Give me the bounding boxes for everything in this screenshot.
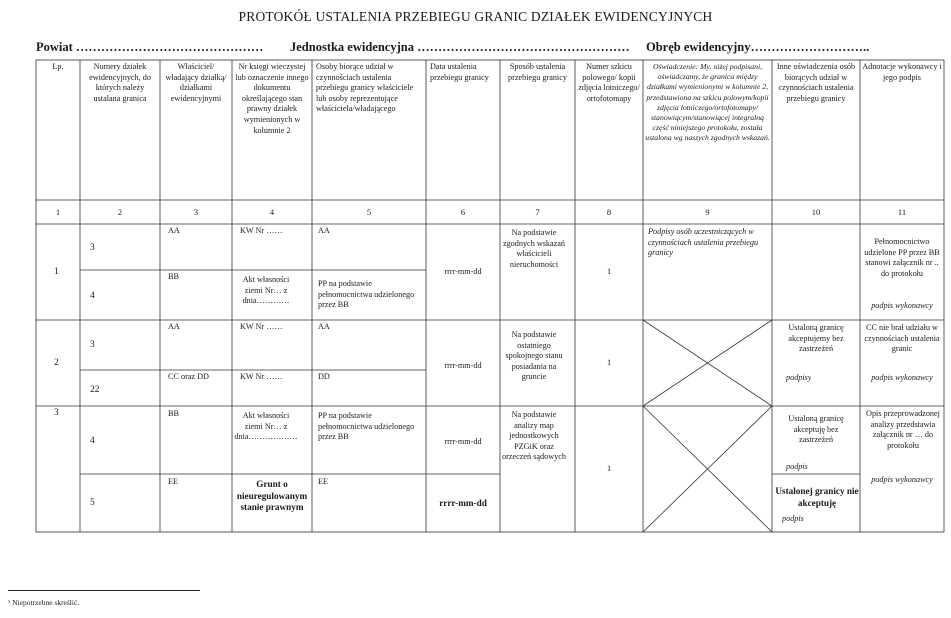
row3-parcel-b: 5 [90,498,95,508]
row2-other-statement: Ustaloną granicę akceptujemy bez zastrzeżeń [788,323,844,354]
col-number-9: 9 [705,207,710,217]
footnote-separator [8,590,200,591]
row2-method: Na podstawie ostatniego spokojnego stanu posiadania na gruncie [505,330,563,382]
row3-kw-b: Grunt o nieuregulowanym stanie prawnym [236,479,308,512]
col-header-method: Sposób ustalenia przebiegu granicy [508,62,567,82]
col-number-6: 6 [460,207,466,217]
row1-parcel-b: 4 [90,291,95,301]
col-header-other-statements: Inne oświadczenia osób biorących udział w czynnościach ustalenia przebiegu granicy [776,62,856,103]
row3-other-statement-b: Ustalonej granicy nie akceptuję [775,486,859,508]
col-number-1: 1 [55,207,61,217]
row3-other-signature-a: podpis [786,462,808,471]
col-header-participants: Osoby biorące udział w czynnościach ustalenia przebiegu granicy właściciele lub osoby reprezentujące właściciela/władającego [316,62,414,114]
row2-kw-a: KW Nr …… [240,322,283,331]
row2-owner-a: AA [168,322,180,331]
row2-person-b: DD [318,372,330,381]
col-number-4: 4 [269,207,275,217]
col-number-7: 7 [535,207,540,217]
col-number-5: 5 [366,207,372,217]
row1-sketch-number: 1 [606,267,612,276]
powiat-field: Powiat ……………………………………… [36,40,264,54]
row3-date-a: rrrr-mm-dd [444,437,482,446]
row3-parcel-a: 4 [90,436,95,446]
col-number-8: 8 [606,207,612,217]
obreb-field: Obręb ewidencyjny……………………….. [646,40,870,54]
row2-notes: CC nie brał udziału w czynnościach ustalenia granic [864,323,940,354]
row3-lp: 3 [54,408,59,418]
row1-notes-signature: podpis wykonawcy [871,301,933,310]
col-header-land-register: Nr księgi wieczystej lub oznaczenie innego dokumentu określającego stan prawny działek wymienionych w kolumnie 2 [235,62,309,135]
row3-other-statement-a: Ustaloną granicę akceptuję bez zastrzeżeń [788,414,844,445]
row3-notes-signature: podpis wykonawcy [871,475,933,484]
row3-notes: Opis przeprowadzonej analizy przedstawia załącznik nr … do protokołu [866,409,940,450]
row3-owner-b: EE [168,477,179,486]
row2-sketch-number: 1 [606,358,612,367]
row1-parcel-a: 3 [90,243,95,253]
footnote: ¹ Niepotrzebne skreślić. [8,598,80,607]
col-header-sketch: Numer szkicu polowego/ kopii zdjęcia lotniczego/ ortofotomapy [578,62,640,103]
row3-person-a: PP na podstawie pełnomocnictwa udzielonego przez BB [318,411,415,442]
row2-date: rrrr-mm-dd [444,361,482,370]
row1-date: rrrr-mm-dd [444,267,482,276]
row1-kw-b: Akt własności ziemi Nr… z dnia………… [242,275,290,306]
row3-person-b: EE [318,477,329,486]
col-header-parcels: Numery działek ewidencyjnych, do których należy ustalana granica [89,62,151,103]
col-number-2: 2 [117,207,123,217]
row3-other-signature-b: podpis [782,514,804,523]
jednostka-field: Jednostka ewidencyjna …………………………………………… [290,40,630,54]
col-header-date: Data ustalenia przebiegu granicy [430,62,489,82]
row1-owner-b: BB [168,272,179,281]
row2-person-a: AA [318,322,330,331]
col-header-notes: Adnotacje wykonawcy i jego podpis [862,62,942,82]
row2-kw-b: KW Nr …… [240,372,283,381]
row3-kw-a: Akt własności ziemi Nr… z dnia……………… [234,411,298,442]
row1-kw-a: KW Nr …… [240,226,283,235]
row2-lp: 2 [54,358,59,368]
col-number-10: 10 [811,207,821,217]
row3-sketch-number: 1 [606,464,612,473]
col-header-statement: Oświadczenie: My, niżej podpisani, oświadczamy, że granica między działkami wymienionymi w kolumnie 2, przedstawiona na szkicu polowym/kopii zdjęcia lotniczego/ortofotomapy/ stanowiącym/stanowiącej integralną część niniejszego protokołu, została ustalona wg naszych zgodnych wskazań. [645,62,770,143]
col-number-3: 3 [193,207,199,217]
row1-statement-signatures: Podpisy osób uczestniczących w czynnościach ustalenia przebiegu granicy [648,227,759,258]
col-header-lp: Lp. [52,62,64,71]
row3-date-b: rrrr-mm-dd [439,498,487,508]
row1-person-b: PP na podstawie pełnomocnictwa udzielonego przez BB [318,279,415,310]
row2-owner-b: CC oraz DD [168,372,209,381]
col-header-owner: Właściciel/ władający działką/ działkami ewidencyjnymi [165,62,227,103]
row1-lp: 1 [54,267,59,277]
row3-owner-a: BB [168,409,179,418]
row2-other-signatures: podpisy [786,373,812,382]
row3-method: Na podstawie analizy map jednostkowych PZGiK oraz orzeczeń sądowych [502,410,566,462]
row1-notes: Pełnomocnictwo udzielone PP przez BB stanowi załącznik nr .. do protokołu [864,237,940,278]
row1-person-a: AA [318,226,330,235]
document-title: PROTOKÓŁ USTALENIA PRZEBIEGU GRANIC DZIAŁEK EWIDENCYJNYCH [238,9,713,24]
col-number-11: 11 [897,207,907,217]
row1-method: Na podstawie zgodnych wskazań właścicieli nieruchomości [502,228,566,269]
row2-parcel-a: 3 [90,340,95,350]
row2-parcel-b: 22 [90,385,100,395]
row2-notes-signature: podpis wykonawcy [871,373,933,382]
row1-owner-a: AA [168,226,180,235]
